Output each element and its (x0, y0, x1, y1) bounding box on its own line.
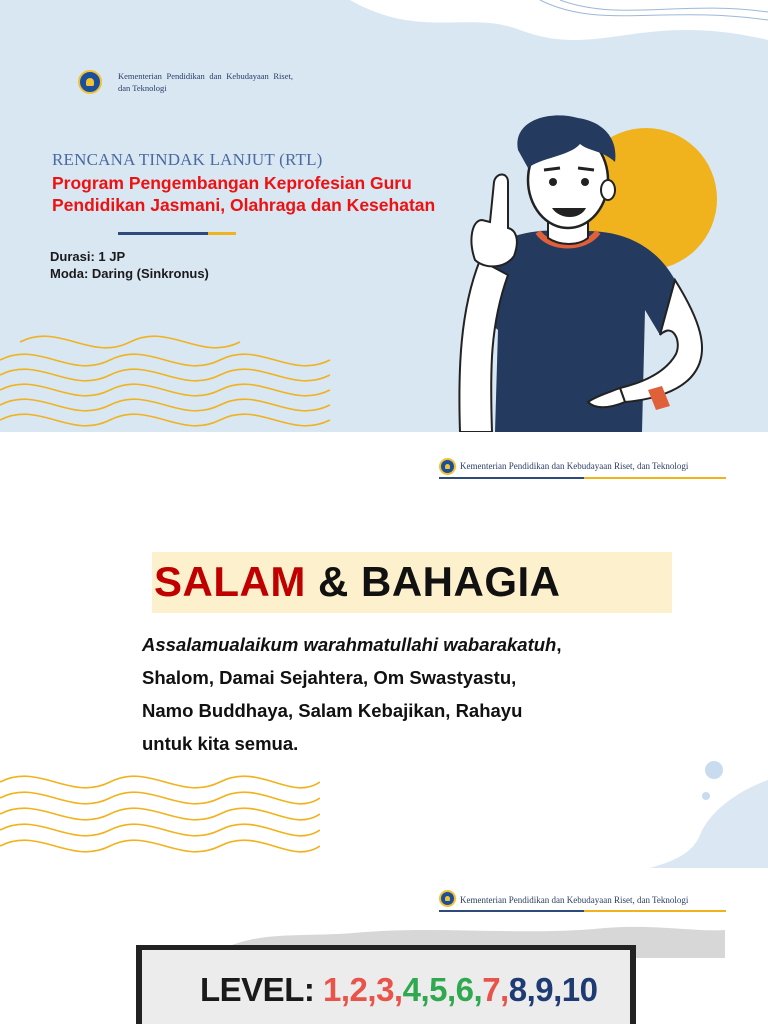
header-rule-accent (584, 477, 726, 479)
program-title (52, 172, 435, 216)
session-meta (50, 248, 209, 282)
level-number-9: 9, (535, 971, 562, 1008)
greeting-islam: Assalamualaikum warahmatullahi wabarakatuh (142, 634, 557, 655)
bottom-wave-lines (0, 768, 320, 868)
slide-heading: RENCANA TINDAK LANJUT (RTL) (52, 150, 323, 169)
title-word-bahagia: BAHAGIA (361, 558, 561, 605)
header-rule-accent (584, 910, 726, 912)
header-rule (439, 477, 584, 479)
level-number-8: 8, (508, 971, 536, 1008)
title-word-salam: SALAM (154, 558, 306, 605)
level-number-5: 5, (429, 971, 456, 1008)
kemendikbud-logo (78, 70, 102, 94)
level-number-1: 1, (323, 971, 350, 1008)
ministry-name: Kementerian Pendidikan dan Kebudayaan Riset, dan Teknologi (460, 461, 689, 471)
greeting-comma: , (556, 634, 562, 655)
title-slide (0, 0, 768, 432)
level-heading (200, 968, 598, 1012)
ministry-name: Kementerian Pendidikan dan Kebudayaan Riset, dan Teknologi (460, 895, 689, 905)
level-numbers (323, 971, 598, 1008)
kemendikbud-logo (439, 890, 456, 907)
title-underline-accent (208, 232, 236, 235)
ministry-name: Kementerian Pendidikan dan Kebudayaan Riset, dan Teknologi (118, 71, 293, 93)
top-wave-decoration (0, 0, 768, 110)
duration-text: Durasi: 1 JP (50, 249, 126, 264)
kemendikbud-logo (439, 458, 456, 475)
level-number-3: 3, (376, 971, 403, 1008)
corner-blob-decoration (620, 750, 768, 868)
level-number-6: 6, (455, 971, 483, 1008)
level-label: LEVEL: (200, 971, 315, 1008)
pointing-man-illustration (420, 110, 720, 432)
greeting-line-4: untuk kita semua. (142, 733, 299, 754)
level-number-4: 4, (402, 971, 430, 1008)
header-rule (439, 910, 584, 912)
greeting-line-3: Namo Buddhaya, Salam Kebajikan, Rahayu (142, 700, 523, 721)
salam-title (154, 555, 561, 609)
level-number-10: 10 (561, 971, 598, 1008)
level-number-2: 2, (349, 971, 377, 1008)
program-line-1: Program Pengembangan Keprofesian Guru (52, 173, 412, 193)
title-underline (118, 232, 208, 235)
program-line-2: Pendidikan Jasmani, Olahraga dan Kesehatan (52, 195, 436, 215)
level-number-7: 7, (482, 971, 509, 1008)
greeting-line-2: Shalom, Damai Sejahtera, Om Swastyastu, (142, 667, 517, 688)
mode-text: Moda: Daring (Sinkronus) (50, 266, 209, 281)
bottom-wave-lines (0, 330, 360, 432)
title-ampersand: & (318, 558, 349, 605)
greeting-paragraph (142, 628, 702, 760)
